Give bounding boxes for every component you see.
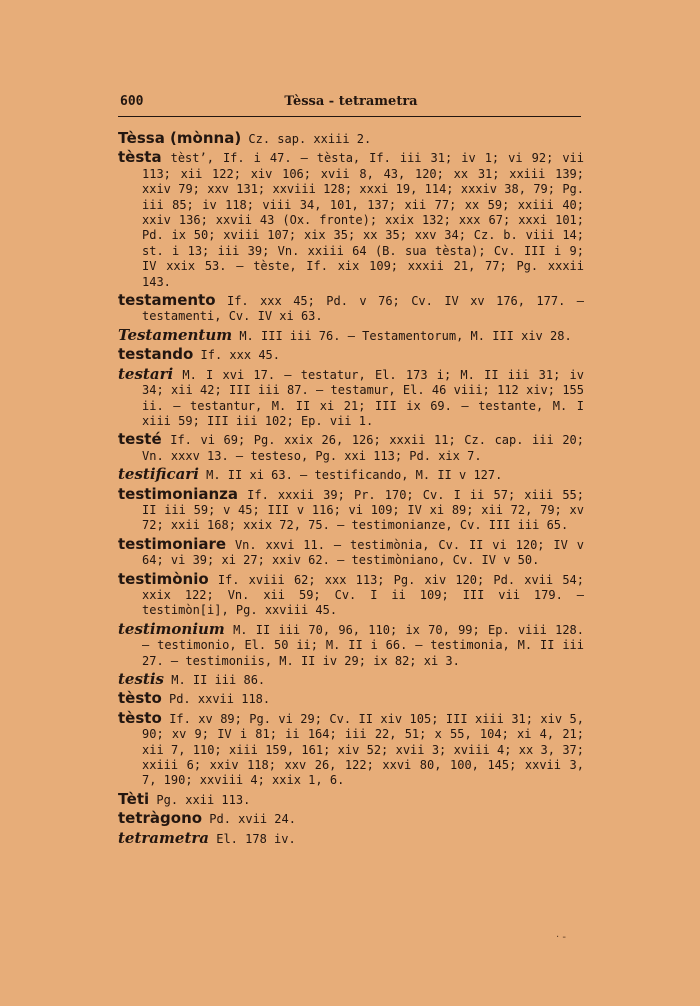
entry-references: If. vi 69; Pg. xxix 26, 126; xxxii 11; Cz. cap. iii 20; Vn. xxxv 13. – testeso, Pg. xxi 113; Pd. xix 7. xyxy=(142,433,584,463)
entry-headword: testé xyxy=(118,430,162,449)
index-entry xyxy=(118,325,584,344)
entry-headword: testis xyxy=(118,670,164,688)
entry-headword: tèsta xyxy=(118,148,162,167)
entry-references: M. II iii 70, 96, 110; ix 70, 99; Ep. viii 128. – testimonio, El. 50 ii; M. II i 66. – testimonia, M. II iii 27. – testimoniis, M. II iv 29; ix 82; xi 3. xyxy=(142,622,584,668)
index-entry xyxy=(118,432,584,464)
entry-headword: Testamentum xyxy=(118,325,233,344)
index-entry xyxy=(118,484,584,534)
entry-references: M. III iii 76. – Testamentorum, M. III xiv 28. xyxy=(232,328,572,343)
entry-headword: tèsto xyxy=(118,689,162,708)
index-entry xyxy=(118,811,584,827)
entry-headword: testimoniare xyxy=(118,534,227,553)
entry-references: tèst’, If. i 47. – tèsta, If. iii 31; iv 1; vi 92; vii 113; xii 122; xiv 106; xvii 8, 43, 120; xx 31; xxiii 139; xxiv 79; xxv 131; xxviii 128; xxxi 19, 114; xxxiv 38, 79; Pg. iii 85; iv 118; viii 34, 101, 137; xii 77; xx 59; xxiii 40; xxiv 136; xxvii 43 (Ox. fronte); xxix 132; xxx 67; xxxi 101; Pd. ix 50; xviii 107; xix 35; xx 35; xxv 34; Cz. b. viii 14; st. i 13; iii 39; Vn. xxiii 64 (B. sua tèsta); Cv. III i 9; IV xxix 53. – tèste, If. xix 109; xxxii 21, 77; Pg. xxxii 143. xyxy=(142,151,584,289)
entry-headword: testamento xyxy=(118,291,216,310)
entry-headword: tetràgono xyxy=(118,809,203,828)
index-entry xyxy=(118,619,584,669)
index-entry xyxy=(118,828,584,847)
entry-headword: testificari xyxy=(118,465,199,484)
entry-references: El. 178 iv. xyxy=(209,831,296,846)
index-entry xyxy=(118,364,584,430)
entry-references: If. xxx 45; Pd. v 76; Cv. IV xv 176, 177. – testamenti, Cv. IV xi 63. xyxy=(142,294,584,324)
index-entry xyxy=(118,347,584,363)
header-rule xyxy=(118,116,581,117)
entry-references: M. I xvi 17. – testatur, El. 173 i; M. II iii 31; iv 34; xii 42; III iii 87. – testamur, El. 46 viii; 112 xiv; 155 ii. – testantur, M. II xi 21; III ix 69. – testante, M. I xiii 59; III iii 102; Ep. vii 1. xyxy=(142,367,584,428)
index-entry xyxy=(118,789,584,808)
index-entry xyxy=(118,708,584,789)
entry-headword: testari xyxy=(118,364,174,383)
index-entries xyxy=(118,131,584,850)
paper-mark: · - xyxy=(556,932,566,943)
entry-headword: testimonianza xyxy=(118,484,238,503)
entry-headword: testimonium xyxy=(118,619,225,638)
entry-headword: testimònio xyxy=(118,569,209,588)
entry-references: If. xxxii 39; Pr. 170; Cv. I ii 57; xiii 55; II iii 59; v 45; III v 116; vi 109; IV xi 89; xii 72, 79; xv 72; xxii 168; xxix 72, 75. – testimonianze, Cv. III iii 65. xyxy=(142,487,584,533)
entry-headword: tèsto xyxy=(118,708,162,727)
entry-references: If. xxx 45. xyxy=(193,348,280,363)
entry-references: Vn. xxvi 11. – testimònia, Cv. II vi 120; IV v 64; vi 39; xi 27; xxiv 62. – testimòniano, Cv. IV v 50. xyxy=(142,537,584,568)
index-entry xyxy=(118,569,584,619)
entry-references: M. II iii 86. xyxy=(164,673,266,687)
index-entry xyxy=(118,293,584,325)
index-entry xyxy=(118,467,584,483)
index-entry xyxy=(118,534,584,569)
entry-references: Pd. xvii 24. xyxy=(202,812,296,827)
entry-references: Pg. xxii 113. xyxy=(149,792,251,807)
entry-headword: Tèti xyxy=(118,789,150,808)
entry-references: M. II xi 63. – testificando, M. II v 127. xyxy=(198,468,503,483)
page-header xyxy=(120,94,582,114)
index-entry xyxy=(118,150,584,290)
entry-references: If. xviii 62; xxx 113; Pg. xiv 120; Pd. xvii 54; xxix 122; Vn. xii 59; Cv. I ii 109; III vii 179. – testimòn[i], Pg. xxviii 45. xyxy=(142,572,584,618)
running-head: Tèssa - tetrametra xyxy=(284,94,418,109)
entry-headword: tetrametra xyxy=(118,828,209,847)
entry-references: Pd. xxvii 118. xyxy=(161,692,271,707)
entry-references: If. xv 89; Pg. vi 29; Cv. II xiv 105; III xiii 31; xiv 5, 90; xv 9; IV i 81; ii 164; iii 22, 51; x 55, 104; xi 4, 21; xii 7, 110; xiii 159, 161; xiv 52; xvii 3; xviii 4; xx 3, 37; xxiii 6; xxiv 118; xxv 26, 122; xxvi 80, 100, 145; xxvii 3, 7, 190; xxviii 4; xxix 1, 6. xyxy=(142,711,584,788)
entry-references: Cz. sap. xxiii 2. xyxy=(241,132,372,146)
index-entry xyxy=(118,131,584,147)
page-number: 600 xyxy=(120,94,144,109)
index-entry xyxy=(118,672,584,688)
entry-headword: Tèssa (mònna) xyxy=(118,129,242,147)
entry-headword: testando xyxy=(118,345,194,364)
index-entry xyxy=(118,691,584,707)
